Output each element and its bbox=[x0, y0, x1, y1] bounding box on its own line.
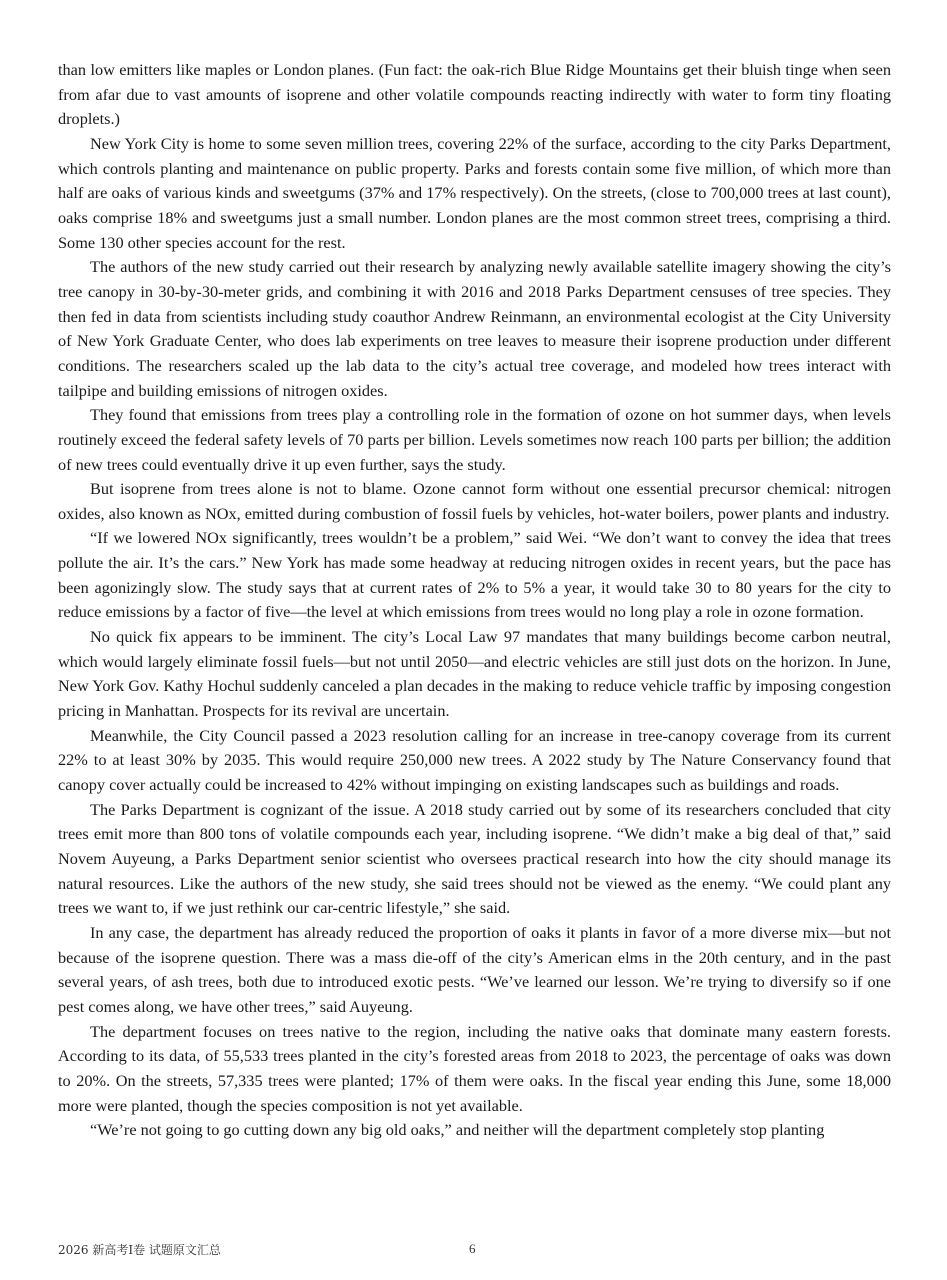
paragraph-continued: than low emitters like maples or London planes. (Fun fact: the oak-rich Blue Ridge Mountains get their bluish tinge when seen from afar due to vast amounts of isoprene and other volatile compounds reacting indirectly with water to form tiny floating droplets.) bbox=[58, 60, 891, 129]
paragraph-wei-quote: “If we lowered NOx significantly, trees wouldn’t be a problem,” said Wei. “We don’t want to convey the idea that trees pollute the air. It’s the cars.” New York has made some headway at reducing nitrogen oxides in recent years, but the pace has been agonizingly slow. The study says that at current rates of 2% to 5% a year, it would take 30 to 80 years for the city to reduce emissions by a factor of five—the level at which emissions from trees would no long play a role in ozone formation. bbox=[58, 528, 891, 622]
paragraph-city-council: Meanwhile, the City Council passed a 2023 resolution calling for an increase in tree-canopy coverage from its current 22% to at least 30% by 2035. This would require 250,000 new trees. A 2022 study by The Nature Conservancy found that canopy cover actually could be increased to 42% without impinging on existing landscapes such as buildings and roads. bbox=[58, 725, 891, 795]
paragraph-study-method: The authors of the new study carried out their research by analyzing newly available satellite imagery showing the city’s tree canopy in 30-by-30-meter grids, and combining it with 2016 and 2018 Parks Department censuses of tree species. They then fed in data from scientists including study coauthor Andrew Reinmann, an environmental ecologist at the City University of New York Graduate Center, who does lab experiments on tree leaves to measure their isoprene production under different conditions. The researchers scaled up the lab data to the city’s actual tree coverage, and modeled how trees interact with tailpipe and building emissions of nitrogen oxides. bbox=[58, 257, 891, 400]
paragraph-ozone-findings: They found that emissions from trees play a controlling role in the formation of ozone on hot summer days, when levels routinely exceed the federal safety levels of 70 parts per billion. Levels sometimes now reach 100 parts per billion; the addition of new trees could eventually drive it up even further, says the study. bbox=[58, 405, 891, 474]
paragraph-no-quick-fix: No quick fix appears to be imminent. The city’s Local Law 97 mandates that many buildings become carbon neutral, which would largely eliminate fossil fuels—but not until 2050—and electric vehicles are still just dots on the horizon. In June, New York Gov. Kathy Hochul suddenly canceled a plan decades in the making to reduce vehicle traffic by imposing congestion pricing in Manhattan. Prospects for its revival are uncertain. bbox=[58, 627, 891, 721]
paragraph-nitrogen-oxides: But isoprene from trees alone is not to blame. Ozone cannot form without one essential precursor chemical: nitrogen oxides, also known as NOx, emitted during combustion of fossil fuels by vehicles, hot-water boilers, power plants and industry. bbox=[58, 479, 891, 523]
paragraph-native-trees: The department focuses on trees native to the region, including the native oaks that dominate many eastern forests. According to its data, of 55,533 trees planted in the city’s forested areas from 2018 to 2023, the percentage of oaks was down to 20%. On the streets, 57,335 trees were planted; 17% of them were oaks. In the fiscal year ending this June, some 18,000 more were planted, though the species composition is not yet available. bbox=[58, 1021, 891, 1115]
page-number: 6 bbox=[469, 1241, 476, 1256]
article-body bbox=[58, 58, 891, 1143]
footer-source-label: 2026 新高考I卷 试题原文汇总 bbox=[58, 1243, 221, 1257]
paragraph-parks-department: The Parks Department is cognizant of the issue. A 2018 study carried out by some of its researchers concluded that city trees emit more than 800 tons of volatile compounds each year, including isoprene. “We didn’t make a big deal of that,” said Novem Auyeung, a Parks Department senior scientist who oversees practical research into how the city should manage its natural resources. Like the authors of the new study, she said trees should not be viewed as the enemy. “We could plant any trees we want to, if we just rethink our car-centric lifestyle,” she said. bbox=[58, 799, 891, 918]
paragraph-diverse-mix: In any case, the department has already reduced the proportion of oaks it plants in favor of a more diverse mix—but not because of the isoprene question. There was a mass die-off of the city’s American elms in the 20th century, and in the past several years, of ash trees, both due to introduced exotic pests. “We’ve learned our lesson. We’re trying to diversify so if one pest comes along, we have other trees,” said Auyeung. bbox=[58, 922, 891, 1016]
paragraph-tree-counts: New York City is home to some seven million trees, covering 22% of the surface, according to the city Parks Department, which controls planting and maintenance on public property. Parks and forests contain some five million, of which more than half are oaks of various kinds and sweetgums (37% and 17% respectively). On the streets, (close to 700,000 trees at last count), oaks comprise 18% and sweetgums just a small number. London planes are the most common street trees, comprising a third. Some 130 other species account for the rest. bbox=[58, 133, 891, 252]
paragraph-big-old-oaks: “We’re not going to go cutting down any big old oaks,” and neither will the department completely stop planting bbox=[90, 1120, 825, 1140]
